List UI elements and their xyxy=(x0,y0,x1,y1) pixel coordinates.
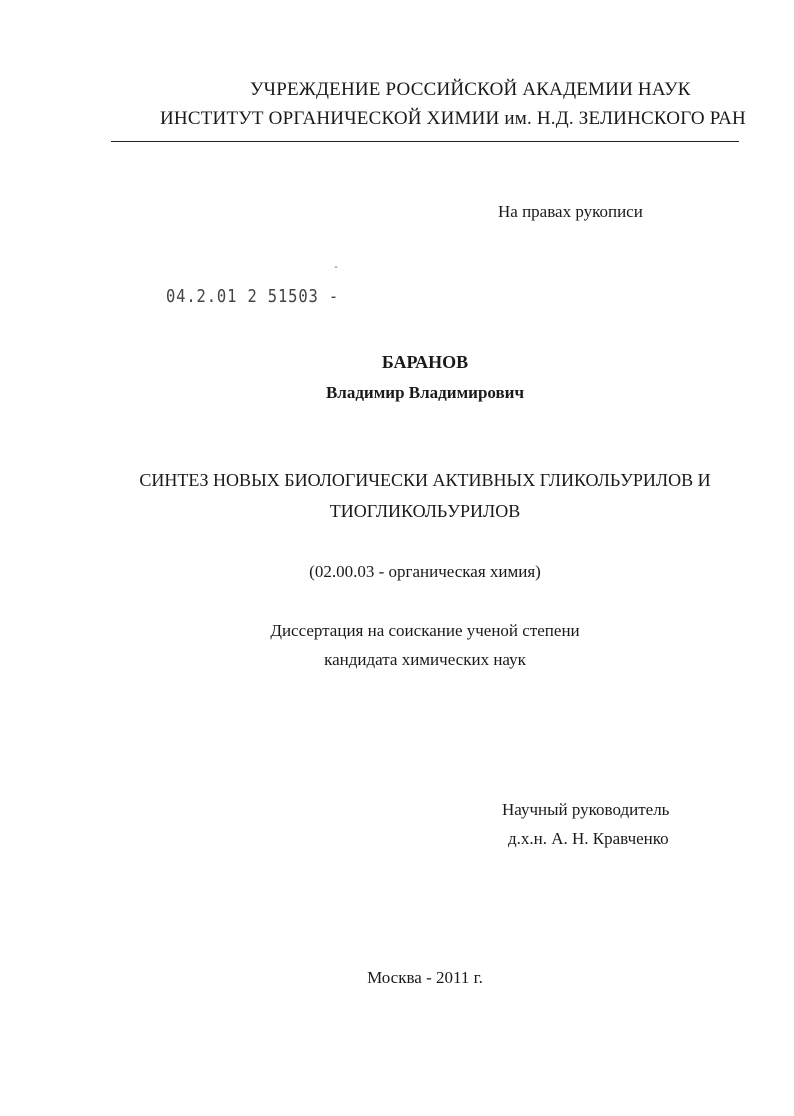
degree-line-2: кандидата химических наук xyxy=(324,650,526,669)
dissertation-title-line-1: СИНТЕЗ НОВЫХ БИОЛОГИЧЕСКИ АКТИВНЫХ ГЛИКОЛЬУРИЛОВ И xyxy=(139,470,711,490)
institution-line-2: ИНСТИТУТ ОРГАНИЧЕСКОЙ ХИМИИ им. Н.Д. ЗЕЛИНСКОГО РАН xyxy=(160,108,746,129)
specialty-code: (02.00.03 - органическая химия) xyxy=(309,562,541,581)
institution-line-1: УЧРЕЖДЕНИЕ РОССИЙСКОЙ АКАДЕМИИ НАУК xyxy=(250,79,691,100)
degree-line-1: Диссертация на соискание ученой степени xyxy=(270,621,580,640)
dissertation-title-line-2: ТИОГЛИКОЛЬУРИЛОВ xyxy=(329,501,521,521)
supervisor-label: Научный руководитель xyxy=(502,800,670,819)
header-divider xyxy=(111,141,739,142)
supervisor-name: д.х.н. А. Н. Кравченко xyxy=(508,829,669,848)
author-surname: БАРАНОВ xyxy=(381,352,469,372)
city-year: Москва - 2011 г. xyxy=(367,968,483,987)
author-given-names: Владимир Владимирович xyxy=(325,383,525,402)
archive-stamp-number: 04.2.01 2 51503 - xyxy=(166,286,340,307)
archive-stamp-mark: - xyxy=(333,262,340,273)
rights-note: На правах рукописи xyxy=(498,202,643,221)
